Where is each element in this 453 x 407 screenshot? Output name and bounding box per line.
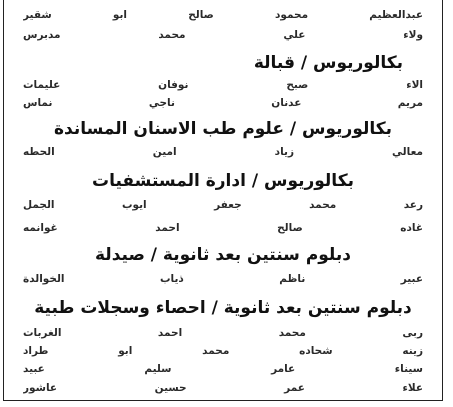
- name-line: زينه شحاده محمد ابو طراد: [23, 345, 423, 357]
- name-line: عبير ناظم ذياب الخوالدة: [23, 273, 423, 285]
- name-line: معالي زياد امين الحطه: [23, 146, 423, 158]
- name-line: ربى محمد احمد الغربات: [23, 327, 423, 339]
- name-line: ولاء علي محمد مدبرس: [23, 29, 423, 41]
- name-line: الاء صبح نوفان عليمات: [23, 79, 423, 91]
- name-line: عبدالعظيم محمود صالح ابو شقير: [23, 9, 423, 21]
- name-line: علاء عمر حسين عاشور: [23, 382, 423, 394]
- section-heading: بكالوريوس / علوم طب الاسنان المساندة: [53, 119, 393, 139]
- name-line: غاده صالح احمد غوانمه: [23, 222, 423, 234]
- section-heading: بكالوريوس / ادارة المستشفيات: [92, 171, 354, 191]
- section-heading: دبلوم سنتين بعد ثانوية / احصاء وسجلات طبية: [34, 298, 412, 318]
- name-line: سيناء عامر سليم عبيد: [23, 363, 423, 375]
- section-heading: دبلوم سنتين بعد ثانوية / صيدلة: [95, 245, 351, 265]
- section-heading: بكالوريوس / قبالة: [253, 53, 403, 73]
- name-line: رعد محمد جعفر ايوب الجمل: [23, 199, 423, 211]
- name-line: مريم عدنان ناجي نماس: [23, 97, 423, 109]
